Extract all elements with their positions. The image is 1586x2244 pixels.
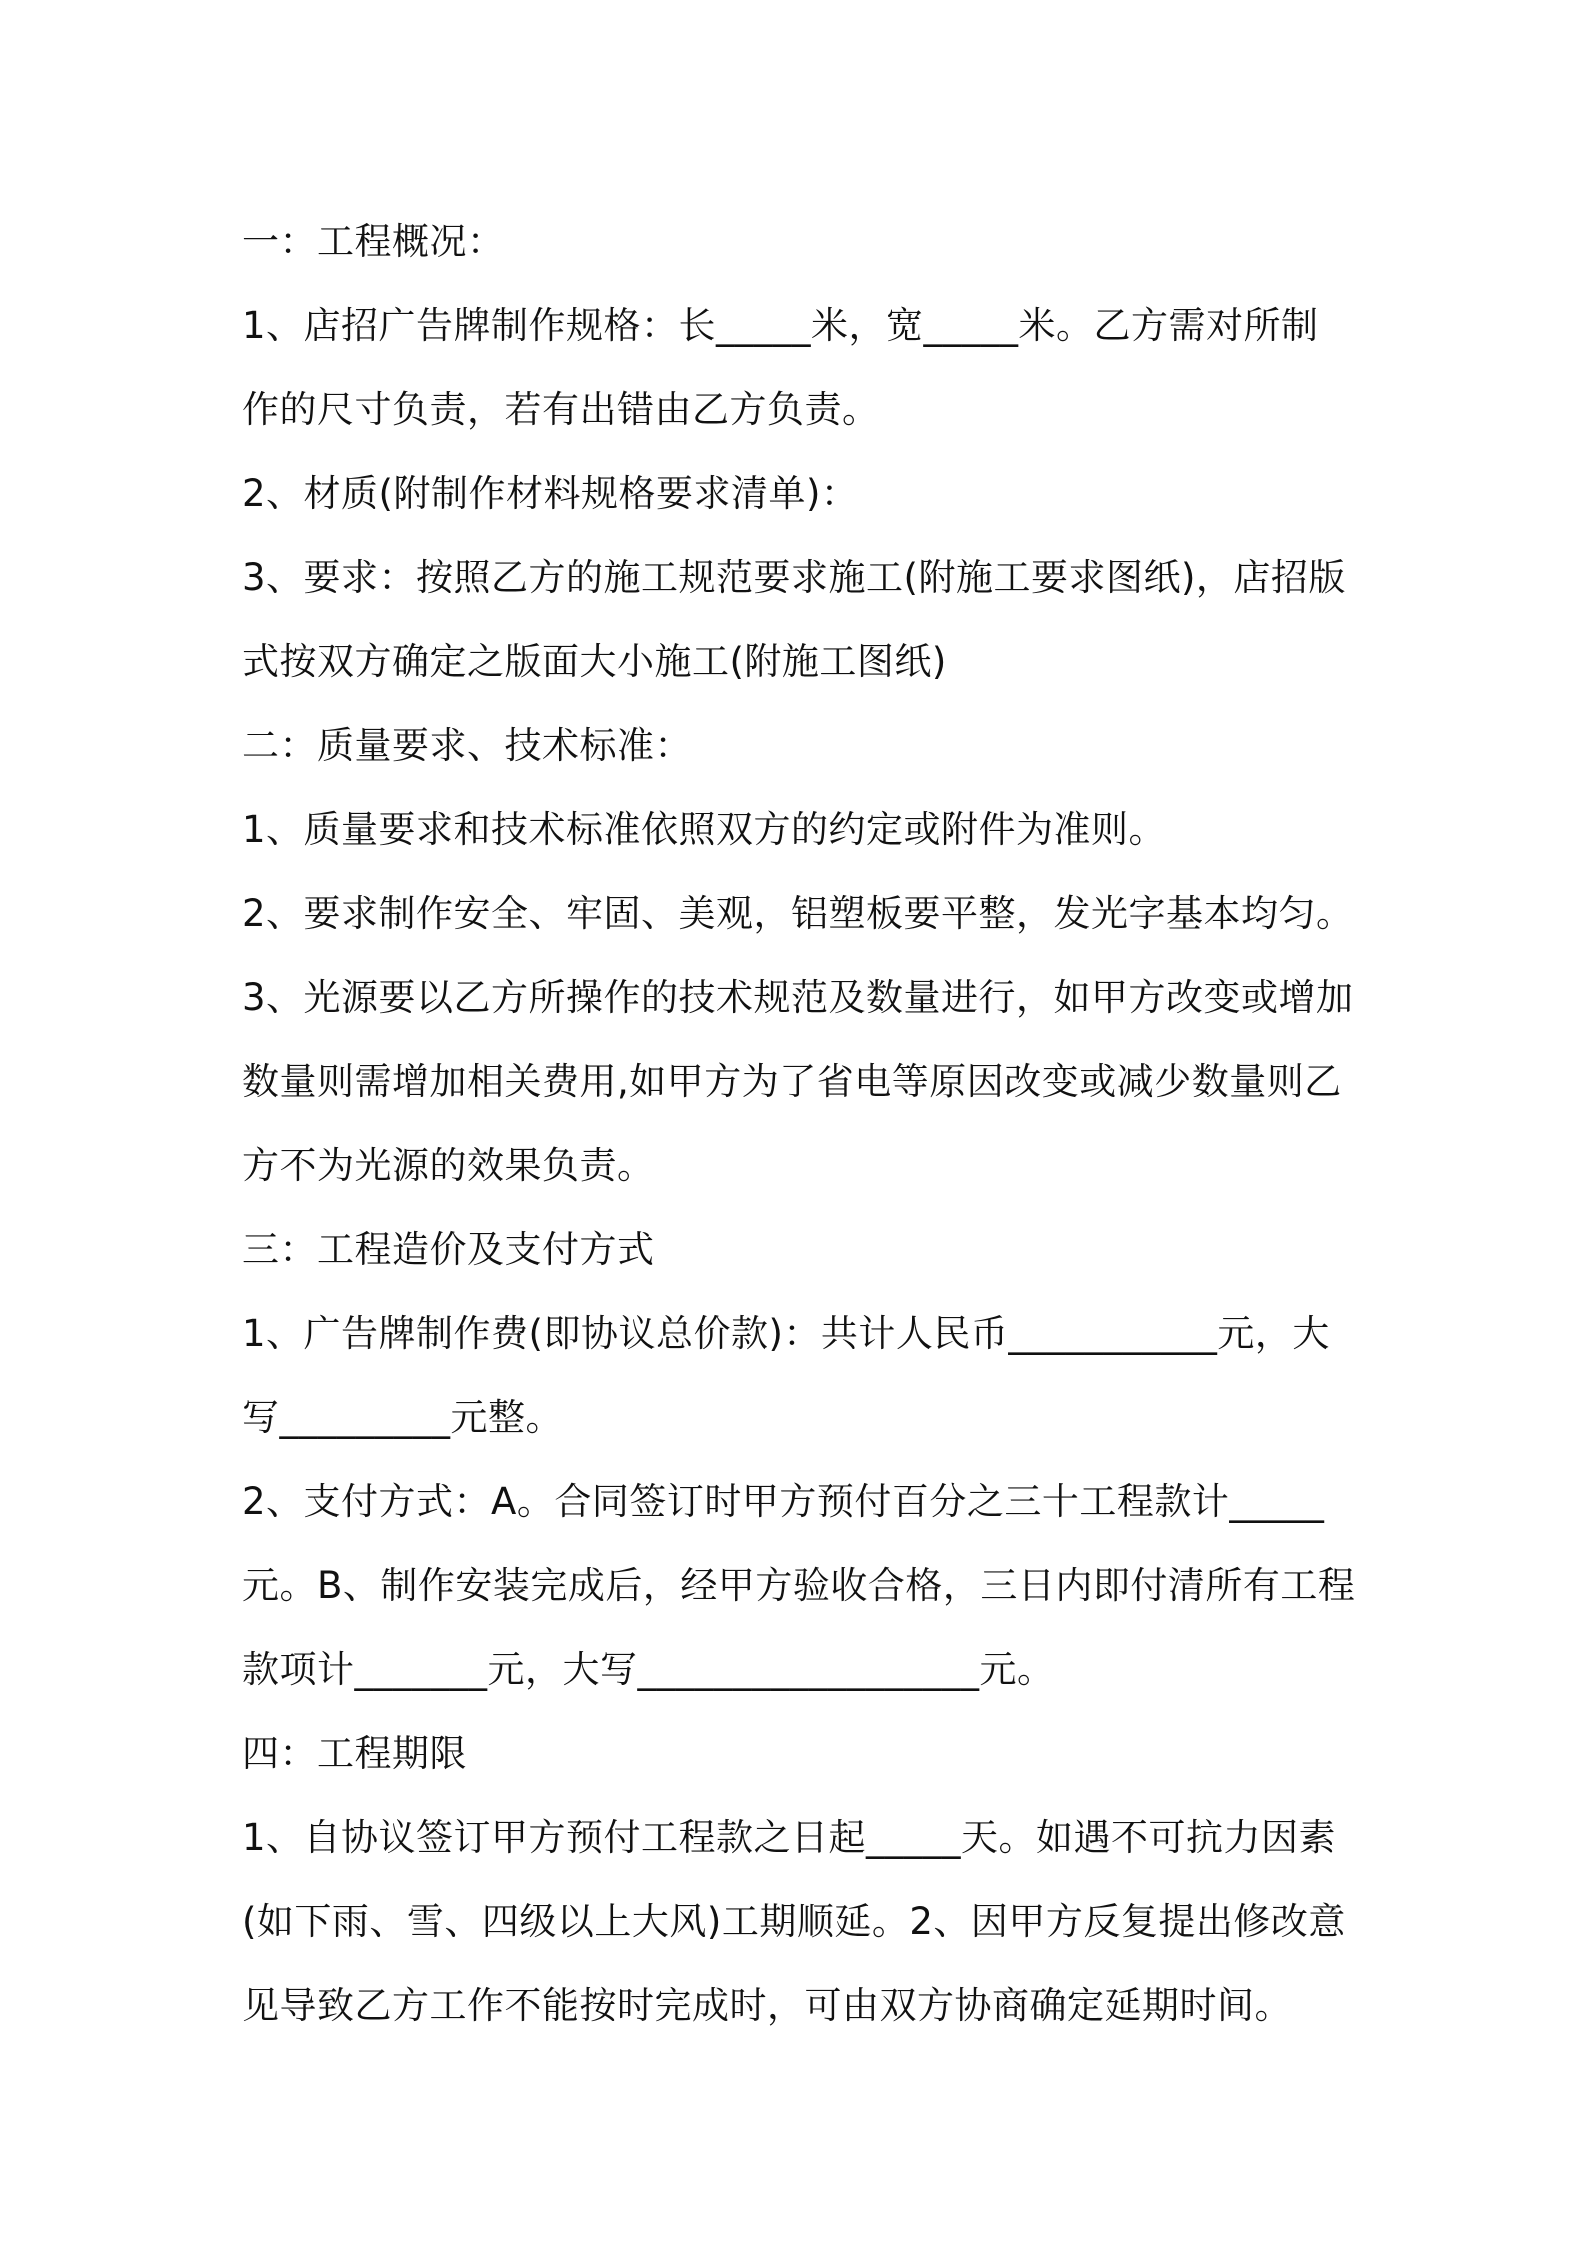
section-heading-3: 三：工程造价及支付方式 bbox=[242, 1228, 655, 1271]
paragraph-line: 1、自协议签订甲方预付工程款之日起_____天。如遇不可抗力因素 bbox=[242, 1816, 1337, 1859]
paragraph-line: 2、支付方式：A。合同签订时甲方预付百分之三十工程款计_____ bbox=[242, 1480, 1325, 1523]
paragraph-line: 1、店招广告牌制作规格：长_____米，宽_____米。乙方需对所制 bbox=[242, 304, 1319, 347]
paragraph-line: 见导致乙方工作不能按时完成时，可由双方协商确定延期时间。 bbox=[242, 1984, 1292, 2027]
paragraph-line: 1、广告牌制作费(即协议总价款)：共计人民币___________元，大 bbox=[242, 1312, 1330, 1355]
paragraph-line: 3、光源要以乙方所操作的技术规范及数量进行，如甲方改变或增加 bbox=[242, 976, 1354, 1019]
paragraph-line: 写_________元整。 bbox=[242, 1396, 563, 1439]
paragraph-line: 数量则需增加相关费用,如甲方为了省电等原因改变或减少数量则乙 bbox=[242, 1060, 1342, 1103]
section-heading-2: 二：质量要求、技术标准： bbox=[242, 724, 692, 767]
section-heading-1: 一：工程概况： bbox=[242, 220, 505, 263]
paragraph-line: 3、要求：按照乙方的施工规范要求施工(附施工要求图纸)，店招版 bbox=[242, 556, 1346, 599]
paragraph-line: (如下雨、雪、四级以上大风)工期顺延。2、因甲方反复提出修改意 bbox=[242, 1900, 1346, 1943]
paragraph-line: 2、材质(附制作材料规格要求清单)： bbox=[242, 472, 859, 515]
paragraph-line: 作的尺寸负责，若有出错由乙方负责。 bbox=[242, 388, 880, 431]
paragraph-line: 式按双方确定之版面大小施工(附施工图纸) bbox=[242, 640, 947, 683]
paragraph-line: 2、要求制作安全、牢固、美观，铝塑板要平整，发光字基本均匀。 bbox=[242, 892, 1354, 935]
paragraph-line: 方不为光源的效果负责。 bbox=[242, 1144, 655, 1187]
paragraph-line: 款项计_______元，大写__________________元。 bbox=[242, 1648, 1055, 1691]
paragraph-line: 元。B、制作安装完成后，经甲方验收合格，三日内即付清所有工程 bbox=[242, 1564, 1356, 1607]
document-page bbox=[242, 200, 1362, 2048]
section-heading-4: 四：工程期限 bbox=[242, 1732, 467, 1775]
paragraph-line: 1、质量要求和技术标准依照双方的约定或附件为准则。 bbox=[242, 808, 1167, 851]
